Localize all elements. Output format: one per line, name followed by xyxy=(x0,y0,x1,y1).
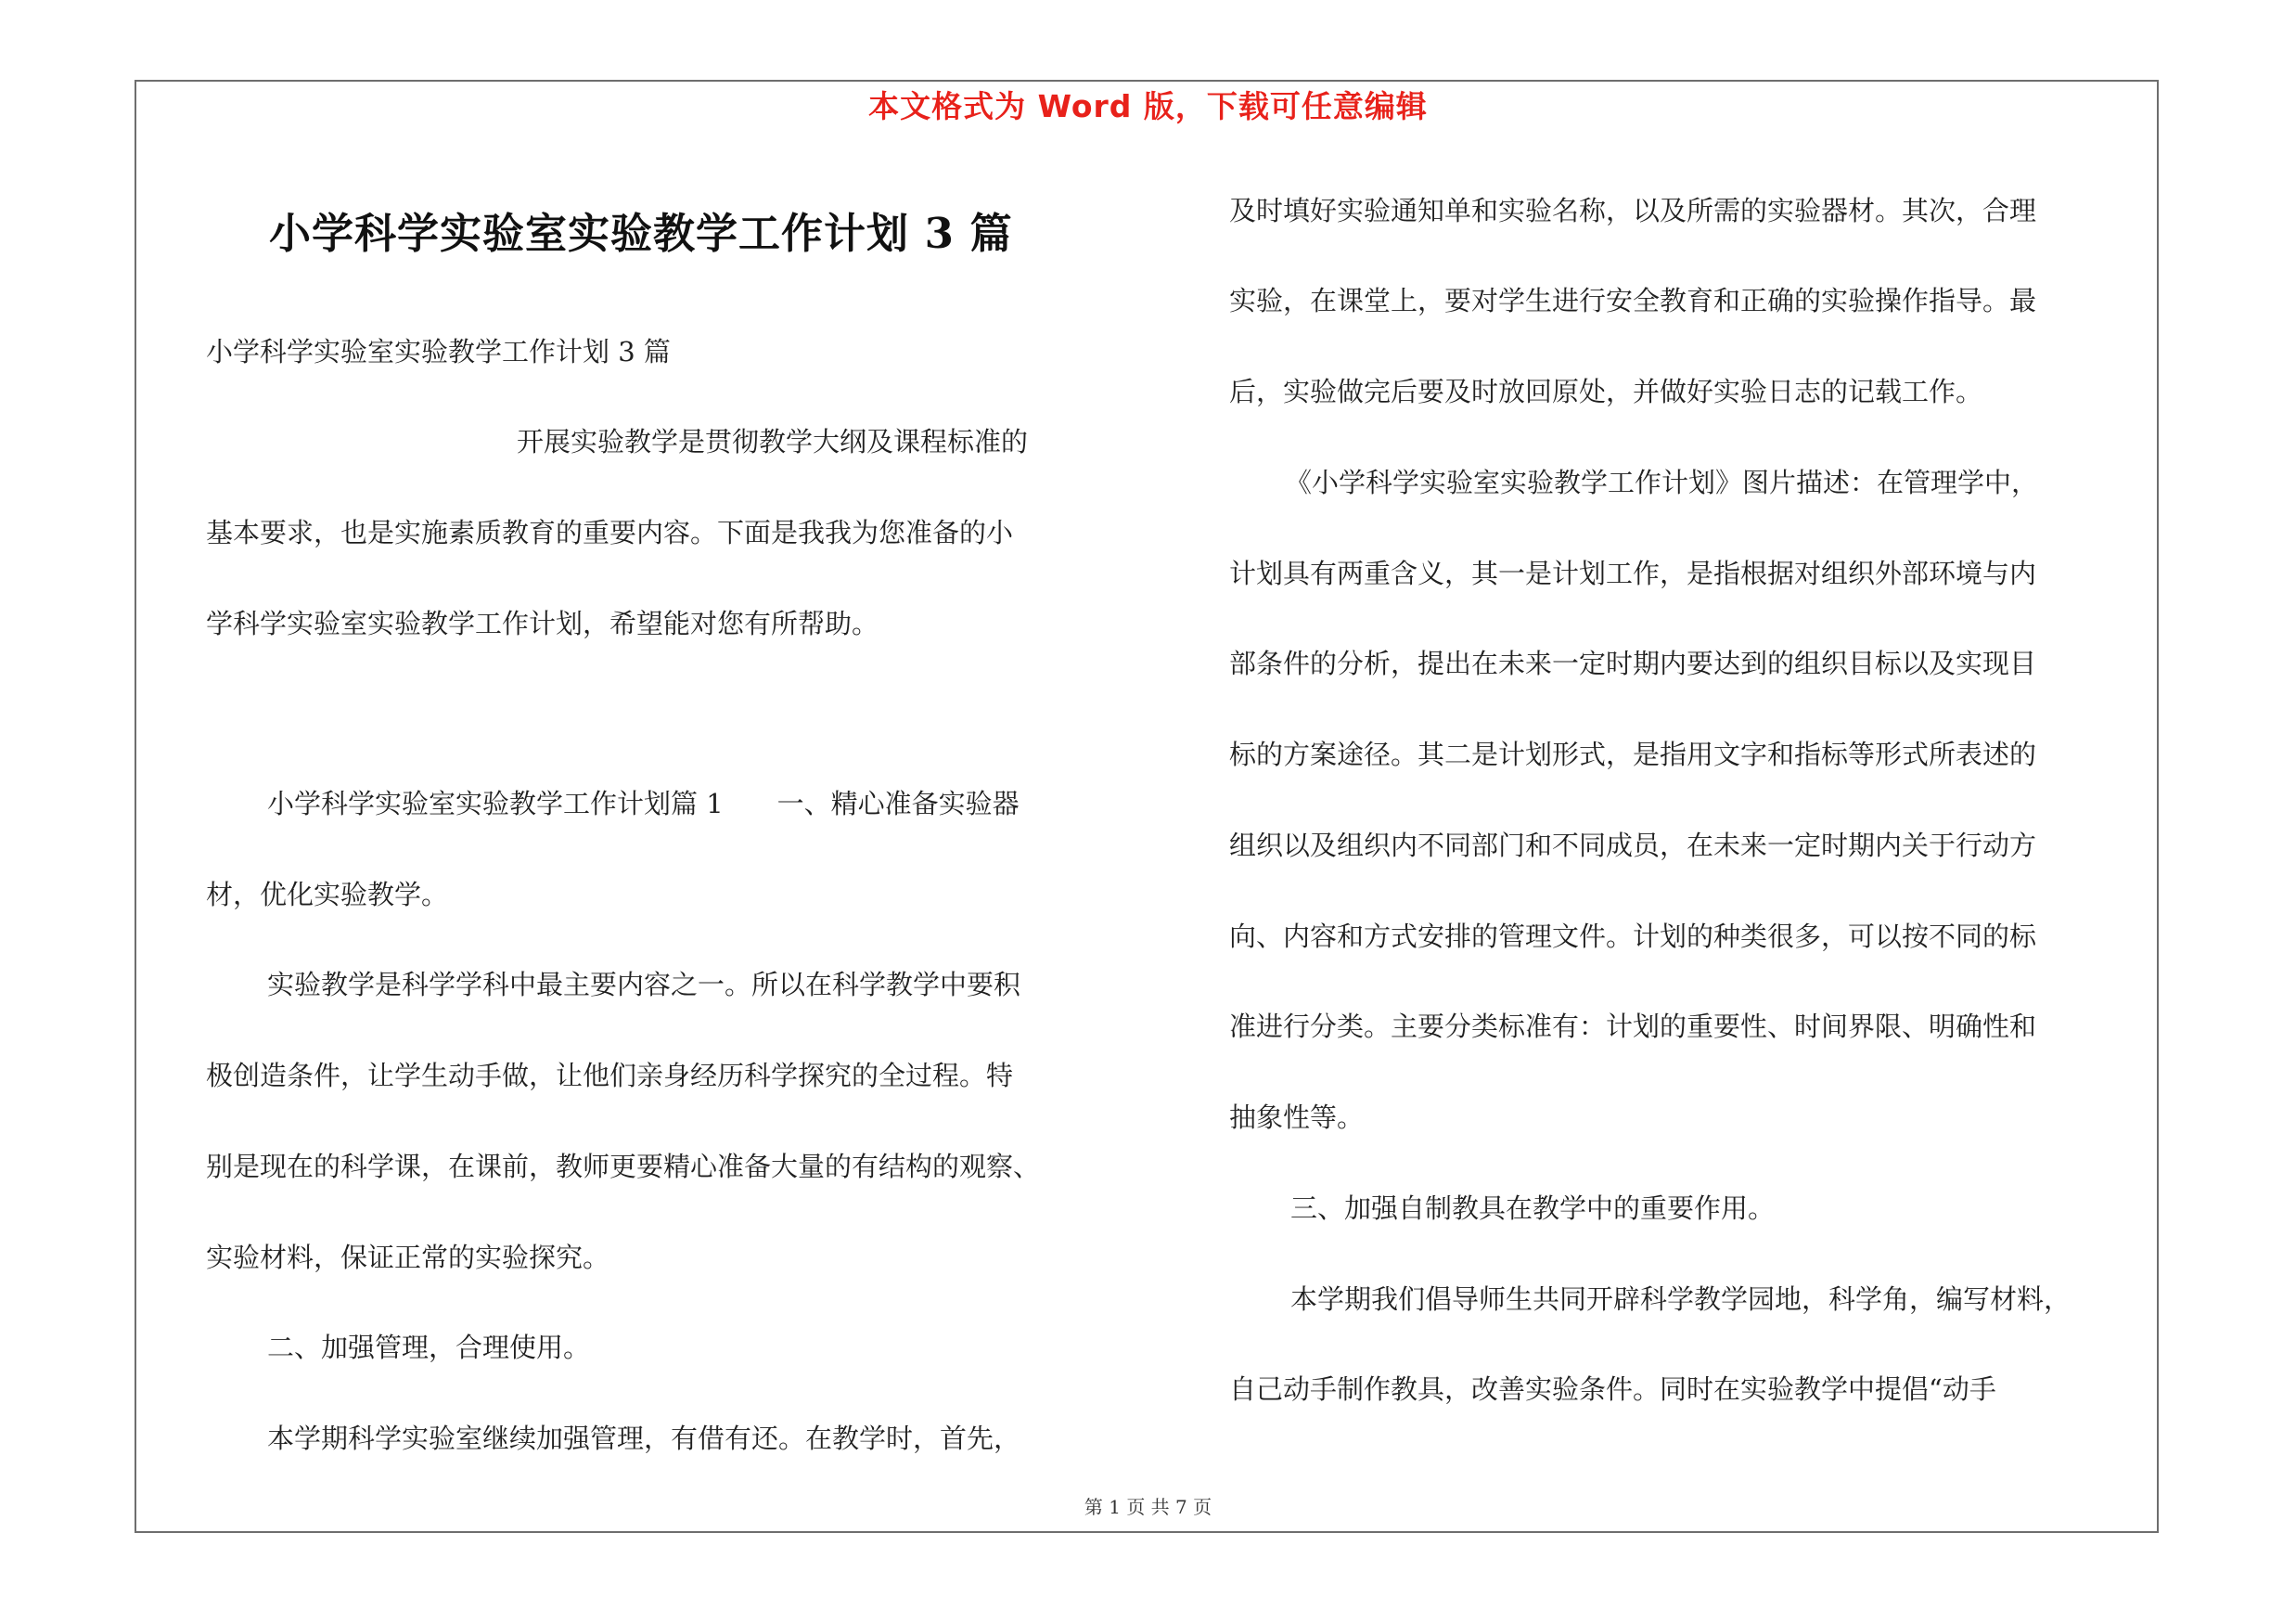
paragraph-line: 开展实验教学是贯彻教学大纲及课程标准的 xyxy=(517,426,1029,457)
paragraph-line: 实验材料，保证正常的实验探究。 xyxy=(206,1242,610,1273)
paragraph-line: 及时填好实验通知单和实验名称，以及所需的实验器材。其次，合理 xyxy=(1229,195,2037,226)
paragraph-line: 标的方案途径。其二是计划形式，是指用文字和指标等形式所表述的 xyxy=(1229,739,2037,770)
paragraph-line: 实验教学是科学学科中最主要内容之一。所以在科学教学中要积 xyxy=(267,969,1021,1000)
document-title: 小学科学实验室实验教学工作计划 3 篇 xyxy=(269,209,1013,258)
section-heading-line: 二、加强管理，合理使用。 xyxy=(267,1332,591,1363)
paragraph-line: 极创造条件，让学生动手做，让他们亲身经历科学探究的全过程。特 xyxy=(206,1060,1014,1091)
editable-banner: 本文格式为 Word 版，下载可任意编辑 xyxy=(868,88,1428,124)
subtitle-line: 小学科学实验室实验教学工作计划 3 篇 xyxy=(206,336,671,367)
paragraph-line: 部条件的分析，提出在未来一定时期内要达到的组织目标以及实现目 xyxy=(1229,648,2037,679)
paragraph-line: 别是现在的科学课，在课前，教师更要精心准备大量的有结构的观察、 xyxy=(206,1151,1041,1182)
paragraph-line: 后，实验做完后要及时放回原处，并做好实验日志的记载工作。 xyxy=(1229,376,1983,407)
page-number: 第 1 页 共 7 页 xyxy=(1084,1496,1212,1518)
paragraph-line: 实验，在课堂上，要对学生进行安全教育和正确的实验操作指导。最 xyxy=(1229,285,2037,316)
paragraph-line: 组织以及组织内不同部门和不同成员，在未来一定时期内关于行动方 xyxy=(1229,830,2037,861)
paragraph-line: 《小学科学实验室实验教学工作计划》图片描述：在管理学中， xyxy=(1285,467,2039,498)
paragraph-line: 自己动手制作教具，改善实验条件。同时在实验教学中提倡“动手 xyxy=(1229,1373,1996,1405)
paragraph-line: 本学期我们倡导师生共同开辟科学教学园地，科学角，编写材料， xyxy=(1290,1283,2072,1315)
paragraph-line: 学科学实验室实验教学工作计划，希望能对您有所帮助。 xyxy=(206,608,879,639)
section-heading-line: 小学科学实验室实验教学工作计划篇 1 一、精心准备实验器 xyxy=(267,788,1020,819)
paragraph-line: 材，优化实验教学。 xyxy=(206,879,449,910)
paragraph-line: 准进行分类。主要分类标准有：计划的重要性、时间界限、明确性和 xyxy=(1229,1011,2037,1042)
paragraph-line: 本学期科学实验室继续加强管理，有借有还。在教学时，首先， xyxy=(267,1423,1021,1454)
paragraph-line: 基本要求，也是实施素质教育的重要内容。下面是我我为您准备的小 xyxy=(206,517,1014,548)
paragraph-line: 向、内容和方式安排的管理文件。计划的种类很多，可以按不同的标 xyxy=(1229,921,2037,952)
section-heading-line: 三、加强自制教具在教学中的重要作用。 xyxy=(1290,1192,1776,1224)
paragraph-line: 抽象性等。 xyxy=(1229,1101,1365,1133)
paragraph-line: 计划具有两重含义，其一是计划工作，是指根据对组织外部环境与内 xyxy=(1229,558,2037,589)
